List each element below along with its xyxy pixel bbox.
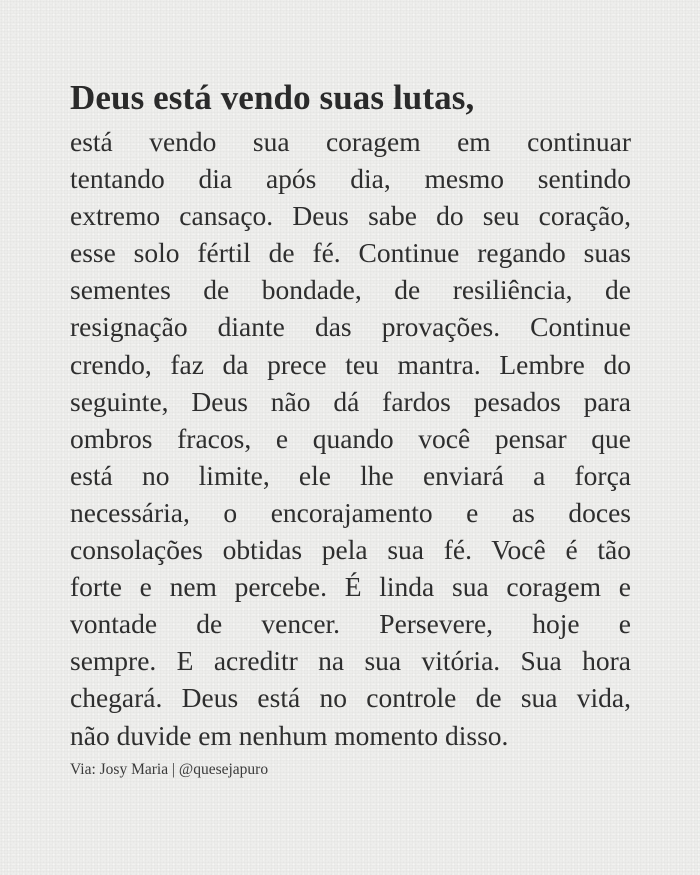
credit-line: Via: Josy Maria | @quesejapuro xyxy=(70,760,269,778)
quote-line: sempre. E acreditr na sua vitória. Sua hora xyxy=(70,645,631,677)
quote-line: está vendo sua coragem em continuar xyxy=(70,126,631,157)
quote-line: não duvide em nenhum momento disso. xyxy=(70,719,509,751)
quote-line: crendo, faz da prece teu mantra. Lembre do xyxy=(70,348,631,380)
quote-line: seguinte, Deus não dá fardos pesados para xyxy=(70,385,631,417)
quote-line: vontade de vencer. Persevere, hoje e xyxy=(70,608,631,640)
quote-line: consolações obtidas pela sua fé. Você é tão xyxy=(70,534,631,566)
quote-line: sementes de bondade, de resiliência, de xyxy=(70,274,631,306)
quote-line: ombros fracos, e quando você pensar que xyxy=(70,422,631,454)
quote-card xyxy=(70,76,631,780)
quote-line: forte e nem percebe. É linda sua coragem e xyxy=(70,571,631,603)
quote-line: resignação diante das provações. Continue xyxy=(70,311,631,343)
quote-line: esse solo fértil de fé. Continue regando suas xyxy=(70,237,631,269)
quote-line: está no limite, ele lhe enviará a força xyxy=(70,459,631,491)
quote-line: extremo cansaço. Deus sabe do seu coração, xyxy=(70,200,631,232)
quote-body xyxy=(70,123,631,754)
quote-line: necessária, o encorajamento e as doces xyxy=(70,496,631,528)
quote-title: Deus está vendo suas lutas, xyxy=(70,78,475,117)
quote-line: tentando dia após dia, mesmo sentindo xyxy=(70,163,631,195)
quote-line: chegará. Deus está no controle de sua vida, xyxy=(70,682,631,714)
